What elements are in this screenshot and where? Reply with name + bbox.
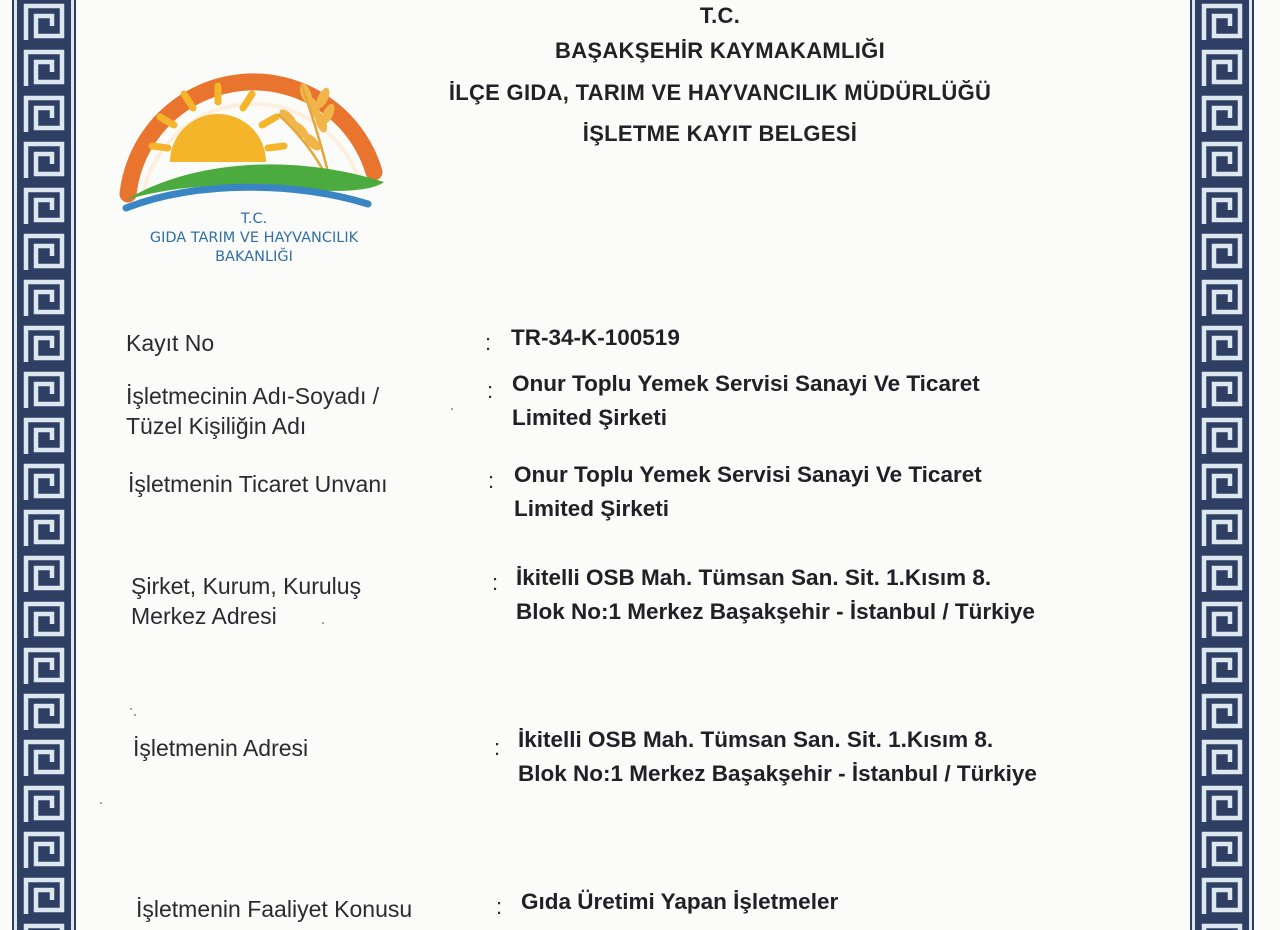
scan-speck: [451, 408, 453, 410]
field-label-trade-name: [128, 469, 388, 499]
sun-and-wheat-logo-icon: [118, 22, 390, 212]
field-label-business-address: [133, 733, 308, 763]
field-value-registration-no: [511, 321, 680, 355]
field-value-operator-name: [512, 367, 980, 435]
logo-ministry-text: GIDA TARIM VE HAYVANCILIK: [149, 230, 359, 246]
field-value-line: İkitelli OSB Mah. Tümsan San. Sit. 1.Kısım 8.: [518, 727, 994, 752]
field-value-activity: [521, 885, 838, 919]
field-separator: :: [494, 735, 501, 760]
field-separator: :: [492, 570, 499, 595]
field-value-line: Blok No:1 Merkez Başakşehir - İstanbul / Türkiye: [516, 599, 1035, 624]
field-label-line: Şirket, Kurum, Kuruluş: [131, 573, 362, 599]
field-label-head-office-address: [131, 571, 361, 631]
field-label-line: İşletmenin Faaliyet Konusu: [136, 896, 413, 922]
decorative-border-left: [12, 0, 76, 930]
field-label-line: Tüzel Kişiliğin Adı: [126, 413, 307, 439]
field-value-line: İkitelli OSB Mah. Tümsan San. Sit. 1.Kısım 8.: [516, 565, 992, 590]
field-label-registration-no: [126, 328, 214, 358]
field-value-line: Gıda Üretimi Yapan İşletmeler: [521, 889, 839, 914]
field-separator: :: [488, 468, 495, 493]
field-separator: :: [487, 378, 494, 403]
header-governorship: BAŞAKŞEHİR KAYMAKAMLIĞI: [555, 38, 885, 63]
field-value-line: Limited Şirketi: [512, 405, 668, 430]
header-directorate: İLÇE GIDA, TARIM VE HAYVANCILIK MÜDÜRLÜĞÜ: [448, 80, 992, 105]
field-value-line: TR-34-K-100519: [511, 325, 680, 350]
decorative-border-right: [1190, 0, 1254, 930]
field-label-operator-name: [126, 381, 379, 441]
field-label-line: İşletmecinin Adı-Soyadı /: [126, 383, 380, 409]
logo-ministry-text-line2: BAKANLIĞI: [215, 249, 293, 265]
scan-speck: [134, 714, 136, 716]
scan-speck: [322, 622, 324, 624]
field-label-line: İşletmenin Adresi: [133, 735, 309, 761]
document-title: İŞLETME KAYIT BELGESİ: [582, 121, 858, 146]
field-label-line: İşletmenin Ticaret Unvanı: [128, 471, 388, 497]
field-label-activity: [136, 894, 412, 924]
field-separator: :: [496, 894, 503, 919]
field-label-line: Merkez Adresi: [131, 603, 277, 629]
scan-speck: [130, 708, 132, 710]
header-tc: T.C.: [699, 3, 741, 28]
field-value-line: Onur Toplu Yemek Servisi Sanayi Ve Ticaret: [512, 371, 980, 396]
ministry-logo: [118, 22, 390, 272]
field-value-line: Blok No:1 Merkez Başakşehir - İstanbul / Türkiye: [518, 761, 1037, 786]
field-value-line: Limited Şirketi: [514, 496, 670, 521]
scan-speck: [100, 802, 102, 804]
greek-key-border-pattern: [1190, 0, 1254, 930]
field-value-line: Onur Toplu Yemek Servisi Sanayi Ve Ticaret: [514, 462, 982, 487]
greek-key-border-pattern: [12, 0, 76, 930]
field-value-trade-name: [514, 458, 982, 526]
field-label-line: Kayıt No: [126, 330, 215, 356]
field-separator: :: [485, 330, 492, 355]
field-value-head-office-address: [516, 561, 1035, 629]
field-value-business-address: [518, 723, 1037, 791]
logo-tc-text: T.C.: [240, 211, 268, 227]
